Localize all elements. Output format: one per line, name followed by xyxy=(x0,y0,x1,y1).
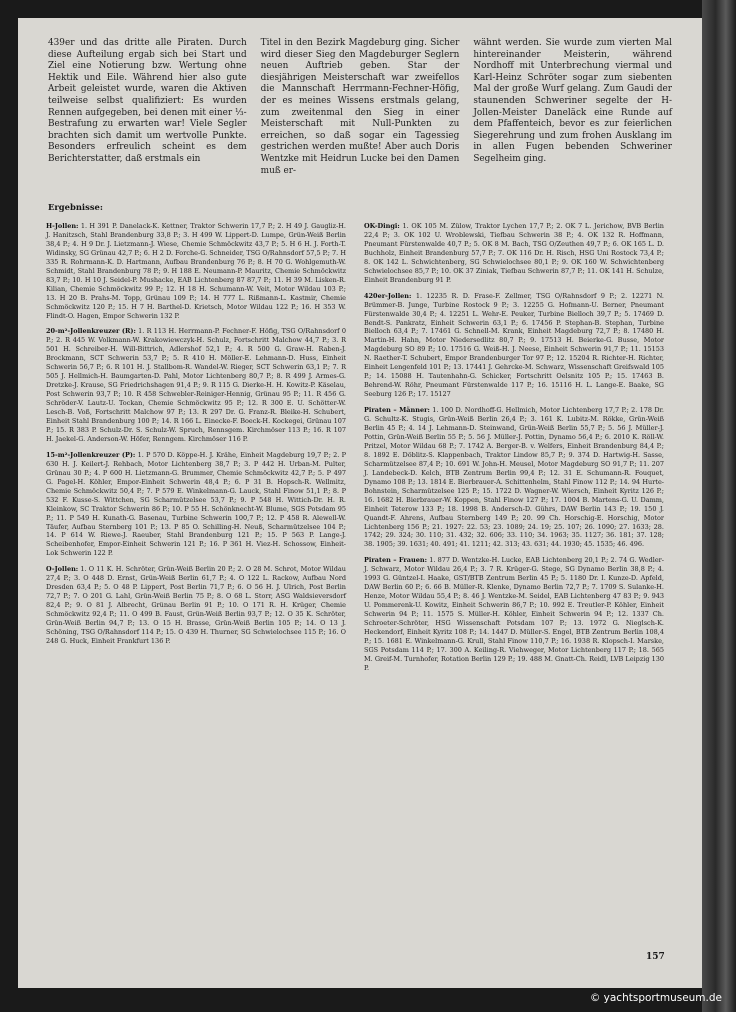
class-title: 20-m²-Jollenkreuzer (R): xyxy=(46,327,136,336)
book-spine xyxy=(702,0,736,1012)
class-results: 1. OK 105 M. Zülow, Traktor Lychen 17,7 P.; 2. OK 7 L. Jerichow, BVB Berlin 22,4 P.; 3. OK 102 U. Wroblewski, Tiefbau Schwerin 38 P.; 4. OK 132 R. Hoffmann, Pneumant Fürstenwalde 40,7 P.; 5. OK 8 M. Bach, TSG O/Zeuthen 49,7 P.; 6. OK 165 L. D. Buchholz, Einheit Brandenburg 57,7 P.; 7. OK 116 Dr. H. Risch, HSG Uni Rostock 73,4 P.; 8. OK 142 L. Schwichtenberg, SG Schwielochsee 80,1 P.; 9. OK 160 W. Schwichtenberg Schwielochsee 85,7 P.; 10. OK 37 Ziniak, Tiefbau Schwerin 87,7 P.; 11. OK 141 H. Schulze, Einheit Brandenburg 91 P. xyxy=(364,222,664,284)
class-results: 1. O 11 K. H. Schröter, Grün-Weiß Berlin 20 P.; 2. O 28 M. Schrot, Motor Wildau 27,4 P.; 3. O 448 D. Ernst, Grün-Weiß Berlin 61,7 P.; 4. O 122 L. Rackow, Aufbau Nord Dresden 63,4 P.; 5. O 48 P. Lippert, Post Berlin 71,7 P.; 6. O 56 H. J. Ulrich, Post Berlin 72,7 P.; 7. O 201 G. Lahl, Grün-Weiß Berlin 75 P.; 8. O 68 L. Storr, ASG Waldsieversdorf 82,4 P.; 9. O 81 J. Albrecht, Grünau Berlin 91 P.; 10. O 171 R. H. Krüger, Chemie Schmöckwitz 92,4 P.; 11. O 499 B. Faust, Grün-Weiß Berlin 93,7 P.; 12. O 35 K. Schröter, Grün-Weiß Berlin 94,7 P.; 13. O 15 H. Brasse, Grün-Weiß Berlin 105 P.; 14. O 13 J. Schöning, TSG O/Rahnsdorf 114 P.; 15. O 439 H. Thurner, SG Schwielochsee 115 P.; 16. O 248 G. Huck, Einheit Frankfurt 136 P. xyxy=(46,565,346,645)
watermark-credit: © yachtsportmuseum.de xyxy=(589,992,722,1004)
class-results: 1. 877 D. Wentzke-H. Lucke, EAB Lichtenberg 20,1 P.; 2. 74 G. Wedler-J. Schwarz, Motor Wildau 26,4 P.; 3. 7 R. Krüger-G. Stege, SG Dynamo Berlin 38,8 P.; 4. 1993 G. Güntzel-I. Haake, GST/BTB Zentrum Berlin 45 P.; 5. 1180 Dr. I. Kunze-D. Apfeld, DAW Berlin 60 P.; 6. 66 B. Müller-R. Klenke, Dynamo Berlin 72,7 P.; 7. 1709 S. Sulanke-H. Henze, Motor Wildau 55,4 P.; 8. 46 J. Wentzke-M. Seidel, EAB Lichtenberg 47 83 P.; 9. 943 U. Pommerenk-U. Kowitz, Einheit Schwerin 86,7 P.; 10. 992 E. Treutler-P. Köhler, Einheit Schwerin 94 P.; 11. 1575 S. Müller-H. Köhler, Einheit Schwerin 94 P.; 12. 1337 Ch. Schroeter-Schröter, HSG Wissenschaft Potsdam 107 P.; 13. 1972 G. Nieglsch-K. Heckendorf, Einheit Kyritz 108 P.; 14. 1447 D. Müller-S. Engel, BTB Zentrum Berlin 108,4 P.; 15. 1681 E. Winkelmann-G. Krull, Stahl Finow 110,7 P.; 16. 1938 R. Klopsch-I. Marske, SGS Potsdam 114 P.; 17. 300 A. Keiling-R. Viehweger, Motor Lichtenberg 117 P.; 18. 565 M. Greif-M. Turnhofer, Rotation Berlin 129 P.; 19. 488 M. Gnatt-Ch. Reidl, LVB Leipzig 130 P. xyxy=(364,556,664,672)
results-entry xyxy=(364,556,664,672)
class-results: 1. 100 D. Nordhoff-G. Hellmich, Motor Lichtenberg 17,7 P.; 2. 178 Dr. G. Schultz-K. Stugis, Grün-Weiß Berlin 26,4 P.; 3. 161 K. Lubitz-M. Rökke, Grün-Weiß Berlin 45 P.; 4. 14 J. Lehmann-D. Steinwand, Grün-Weiß Berlin 55,7 P.; 5. 56 J. Müller-J. Pottin, Grün-Weiß Berlin 55 P.; 5. 56 J. Müller-J. Pottin, Dynamo 56,4 P.; 6. 2010 K. Röll-W. Pritzel, Motor Wildau 68 P.; 7. 1742 A. Berger-B. v. Welfers, Einheit Brandenburg 84,4 P.; 8. 1892 E. Döblitz-S. Klappenbach, Traktor Lindow 85,7 P.; 9. 374 D. Hartwig-H. Sasse, Scharmützelsee 87,4 P.; 10. 691 W. John-H. Meusel, Motor Magdeburg SO 91,7 P.; 11. 207 J. Landebeck-D. Kelch, BTB Zentrum Berlin 99,4 P.; 12. 31 E. Schumann-R. Fouquet, Dynamo 108 P.; 13. 1814 E. Bierbrauer-A. Schittenhelm, Stahl Finow 112 P.; 14. 94 Hurte-Bohnstein, Scharmützelsee 125 P.; 15. 1722 D. Wagner-W. Wiersch, Einheit Kyritz 126 P.; 16. 1682 H. Bierbrauer-W. Koppen, Stahl Finow 127 P.; 17. 1004 B. Martens-G. U. Damm, Einheit Teterow 133 P.; 18. 1998 B. Andersch-D. Gührs, DAW Berlin 143 P.; 19. 150 J. Quandt-F. Ahrens, Aufbau Sternberg 149 P.; 20. 99 Ch. Horschig-E. Horschig, Motor Lichtenberg 156 P.; 21. 1927: 22. 53; 23. 1089; 24. 19; 25. 107; 26. 1090; 27. 1633; 28. 1742; 29. 324; 30. 110; 31. 432; 32. 606; 33. 110; 34. 1963; 35. 1127; 36. 181; 37. 128; 38. 1905; 39. 1631; 40. 491; 41. 1211; 42. 313; 43. 631; 44. 1930; 45. 1535; 46. 496. xyxy=(364,406,664,549)
results-left-column xyxy=(46,222,346,653)
class-title: O-Jollen: xyxy=(46,565,79,574)
results-entry xyxy=(46,565,346,646)
class-title: 420er-Jollen: xyxy=(364,291,412,300)
class-title: Piraten – Männer: xyxy=(364,406,430,415)
magazine-page xyxy=(18,18,702,988)
results-heading: Ergebnisse: xyxy=(48,202,103,212)
class-title: 15-m²-Jollenkreuzer (P): xyxy=(46,450,136,459)
results-entry xyxy=(364,222,664,285)
results-entry xyxy=(46,327,346,443)
class-title: H-Jollen: xyxy=(46,222,79,230)
article-column-2: Titel in den Bezirk Magdeburg ging. Sicher wird dieser Sieg den Magdeburger Seglern neuen Auftrieb geben. Star der diesjährigen Meisterschaft war zweifellos die Mannschaft Herrmann-Fechner-Höfig, der es meines Wissens erstmals gelang, zum zweitenmal den Sieg in einer Meisterschaft mit Null-Punkten zu erreichen, so daß sogar ein Tagessieg gestrichen werden mußte! Aber auch Doris Wentzke mit Heidrun Lucke bei den Damen muß er- xyxy=(260,38,460,176)
class-results: 1. H 391 P. Danelack-K. Kettner, Traktor Schwerin 17,7 P.; 2. H 49 J. Gaugliz-H. J. Hanitzsch, Stahl Brandenburg 33,8 P.; 3. H 499 W. Lippert-D. Lumpe, Grün-Weiß Berlin 38,4 P.; 4. H 9 Dr. J. Lietzmann-J. Wiese, Chemie Schmöckwitz 43,7 P.; 5. H 6 H. J. Forth-T. Widinsky, SG Grünau 42,7 P.; 6. H 2 D. Forche-G. Schneider, TSG O/Rahnsdorf 57,5 P.; 7. H 335 R. Rohrmann-K. D. Hartmann, Aufbau Brandenburg 76 P.; 8. H 70 G. Wohlgemuth-W. Schmidt, Stahl Brandenburg 78 P.; 9. H 188 E. Neumann-P. Mauritz, Chemie Schmöckwitz 83,7 P.; 10. H 10 J. Seidel-P. Mushacke, EAB Lichtenberg 87 87,7 P.; 11. H 39 M. Lisken-R. Kilian, Chemie Schmöckwitz 99 P.; 12. H 18 H. Schumann-W. Veit, Motor Wildau 103 P.; 13. H 20 B. Prahs-M. Topp, Grünau 109 P.; 14. H 777 L. Rißmann-L. Kastmir, Chemie Schmöckwitz 120 P.; 15. H 7 H. Barthel-D. Krietsch, Motor Wildau 122 P.; 16. H 353 W. Flindt-O. Hagen, Empor Schwerin 132 P. xyxy=(46,222,346,320)
class-results: 1. P 570 D. Köppe-H. J. Krähe, Einheit Magdeburg 19,7 P.; 2. P 630 H. J. Keilert-J. Rehbach, Motor Lichtenberg 38,7 P.; 3. P 442 H. Urban-M. Pulter, Grünau 30 P.; 4. P 600 H. Lietzmann-G. Brummer, Chemie Schmöckwitz 42,7 P.; 5. P 497 G. Pagel-H. Köhler, Empor-Einheit Schwerin 48,4 P.; 6. P 31 B. Hopsch-R. Wellmitz, Chemie Schmöckwitz 50,4 P.; 7. P 579 E. Winkelmann-G. Lauck, Stahl Finow 51,1 P.; 8. P 532 F. Kusse-S. Wittchen, SG Scharmützelsee 53,7 P.; 9. P 548 H. Wittich-Dr. H. R. Kleinkow, SC Traktor Schwerin 86 P.; 10. P 55 H. Schönknecht-W. Blume, SGS Potsdam 95 P.; 11. P 549 H. Kunath-G. Basenau, Turbine Schwerin 100,7 P.; 12. P 458 R. Alewell-W. Täufer, Aufbau Sternberg 101 P.; 13. P 85 O. Schilling-H. Neuß, Scharmützelsee 104 P.; 14. P 614 W. Riewe-J. Raeuber, Stahl Brandenburg 121 P.; 15. P 563 P. Lange-J. Scheibenhofer, Empor-Einheit Schwerin 121 P.; 16. P 361 H. Viez-H. Schossow, Einheit-Lok Schwerin 122 P. xyxy=(46,450,346,558)
class-results: 1. R 113 H. Herrmann-P. Fechner-F. Höfig, TSG O/Rahnsdorf 0 P.; 2. R 445 W. Volkmann-W. Krakowiewczyk-H. Schulz, Fortschritt Malchow 44,7 P.; 3. R 501 H. Schreiber-H. Will-Bittrich, Adlershof 52,1 P.; 4. R 500 G. Graw-H. Raben-J. Brockmann, SCT Schwerin 53,7 P.; 5. R 410 H. Möller-E. Lehmann-D. Huss, Einheit Schwerin 56,7 P.; 6. R 101 H. J. Stallbom-R. Wandel-W. Rieger, SCT Schwerin 63,1 P.; 7. R 505 J. Hellmich-H. Baumgarten-D. Pahl, Motor Lichtenberg 80,7 P.; 8. R 499 J. Armes-G. Dretzke-J. Krause, SG Friedrichshagen 91,4 P.; 9. R 115 G. Dierke-H. H. Kowitz-P. Käselau, Post Schwerin 93,7 P.; 10. R 458 Schwebler-Reiniger-Hennig, Grünau 95 P.; 11. R 456 G. Schröder-V. Lautz-U. Tockan, Chemie Schmöckwitz 95 P.; 12. R 300 E. U. Schötter-W. Lesch-B. Voß, Fortschritt Malchow 97 P.; 13. R 297 Dr. G. Franz-R. Bleike-H. Schubert, Einheit Stahl Brandenburg 100 P.; 14. R 166 L. Einecke-F. Boeck-H. Kockegei, Grünau 107 P.; 15. R 383 P. Schulz-Dr. S. Schulz-W. Spruch, Rennsgem. Kirchmöser 113 P.; 16. R 107 H. Jaekel-G. Anderson-W. Höfer, Renngem. Kirchmöser 116 P. xyxy=(46,327,346,443)
class-results: 1. 12235 R. D. Frase-F. Zellmer, TSG O/Rahnsdorf 9 P.; 2. 12271 N. Brümmer-B. Junge, Turbine Rostock 9 P.; 3. 12255 G. Hofmann-U. Berner, Pneumant Fürstenwalde 30,4 P.; 4. 12251 L. Wehr-E. Peuker, Turbine Bielloch 39,7 P.; 5. 17469 D. Bendt-S. Pankratz, Einheit Schwerin 63,1 P.; 6. 17456 P. Stephan-B. Stephan, Turbine Bielloch 63,4 P.; 7. 17461 G. Schnell-M. Krank, Einheit Magdeburg 72,7 P.; 8. 17480 H. Martin-H. Hahn, Motor Niedersedlitz 80,7 P.; 9. 17513 H. Beierke-G. Busse, Motor Magdeburg SO 89 P.; 10. 17516 G. Weiß-H. J. Neese, Einheit Schwerin 91,7 P.; 11. 15153 N. Raether-T. Schubert, Empor Brandenburger Tor 97 P.; 12. 15204 R. Richter-H. Richter, Einheit Lengenfeld 101 P.; 13. 17441 J. Gehrcke-M. Schwarz, Wissenschaft Greifswald 105 P.; 14. 15088 H. Tautenhahn-G. Schicker, Fortschritt Oelsnitz 105 P.; 15. 17463 B. Behrend-W. Röhr, Pneumant Fürstenwalde 117 P.; 16. 15116 H. L. Lange-E. Baake, SG Seeburg 126 P.; 17. 15127 xyxy=(364,291,664,399)
class-title: OK-Dingi: xyxy=(364,222,400,230)
article-column-3: wähnt werden. Sie wurde zum vierten Mal hintereinander Meisterin, während Nordhoff mit Unterbrechung viermal und Karl-Heinz Schröter sogar zum siebenten Mal der große Wurf gelang. Zum Gaudi der staunenden Schweriner segelte der H-Jollen-Meister Daneläck eine Runde auf dem Pfaffenteich, bevor es zur feierlichen Siegerehrung und zum frohen Ausklang im in allen Fugen bebenden Schweriner Segelheim ging. xyxy=(473,38,673,164)
results-entry xyxy=(364,292,664,399)
results-entry xyxy=(46,451,346,558)
results-right-column xyxy=(364,222,664,680)
article-column-1: 439er und das dritte alle Piraten. Durch diese Aufteilung ergab sich bei Start und Ziel eine Notierung bzw. Wertung ohne Hektik und Eile. Während hier also gute Arbeit geleistet wurde, waren die Aktiven teilweise selbst qualifiziert: Es wurden Rennen aufgegeben, bei denen mit einer ⅓-Bestrafung zu erwarten war! Viele Segler brachten sich damit um wertvolle Punkte. Besonders erfreulich scheint es dem Berichterstatter, daß erstmals ein xyxy=(48,38,247,164)
page-number: 157 xyxy=(646,952,665,962)
article-text xyxy=(48,38,672,177)
results-entry xyxy=(364,406,664,549)
results-entry xyxy=(46,222,346,320)
class-title: Piraten – Frauen: xyxy=(364,556,427,565)
